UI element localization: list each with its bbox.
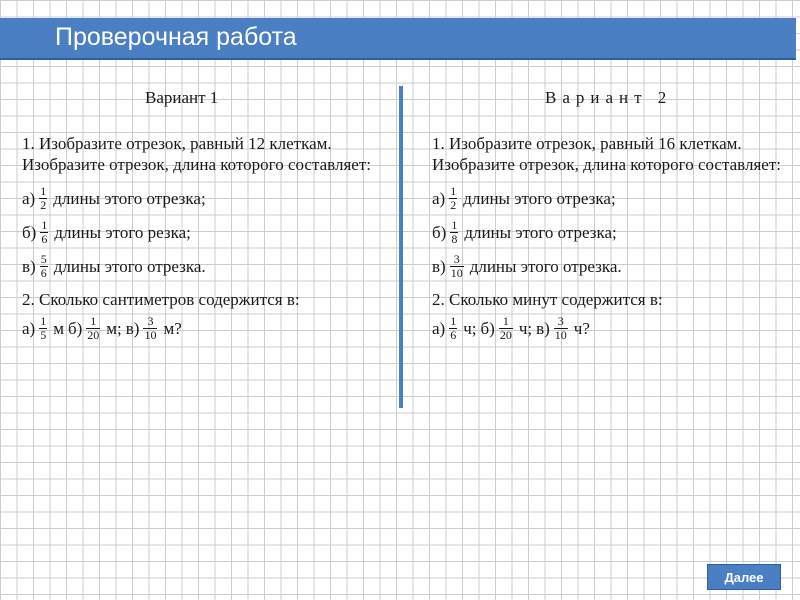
variant-1-heading: Вариант 1	[145, 88, 219, 107]
fraction	[450, 219, 458, 246]
fraction-numerator: 3	[453, 251, 460, 266]
fraction-numerator: 5	[40, 251, 47, 266]
fraction-denominator: 2	[450, 197, 457, 212]
variant-2-heading: Вариант 2	[545, 88, 673, 107]
fraction-numerator: 1	[502, 313, 509, 328]
variant-2-question-2-options	[432, 310, 792, 346]
variant-1-question-2-options	[22, 310, 382, 346]
fraction	[449, 315, 457, 342]
item-text: длины этого отрезка.	[53, 256, 206, 276]
fraction	[39, 315, 47, 342]
option-unit: ч;	[518, 318, 533, 338]
fraction	[86, 315, 100, 342]
item-text: длины этого отрезка.	[469, 256, 622, 276]
fraction	[40, 253, 48, 280]
fraction	[499, 315, 513, 342]
item-text: длины этого отрезка;	[464, 222, 617, 242]
fraction	[40, 219, 48, 246]
variant-1-question-2: 2. Сколько сантиметров содержится в:	[22, 290, 300, 309]
item-prefix: а)	[432, 188, 446, 208]
column-divider	[399, 86, 403, 408]
fraction-denominator: 6	[450, 327, 457, 342]
fraction-numerator: 3	[557, 313, 564, 328]
page-title: Проверочная работа	[55, 23, 297, 51]
fraction-denominator: 6	[40, 265, 47, 280]
fraction	[143, 315, 157, 342]
option-prefix: а)	[22, 318, 36, 338]
fraction	[39, 185, 47, 212]
item-prefix: в)	[22, 256, 36, 276]
option-prefix: в)	[125, 318, 140, 338]
fraction-denominator: 10	[144, 327, 157, 342]
variant-2-item-b	[432, 215, 792, 249]
fraction-denominator: 5	[40, 327, 47, 342]
fraction-denominator: 20	[87, 327, 100, 342]
next-button[interactable]: Далее	[707, 564, 781, 590]
fraction	[449, 185, 457, 212]
fraction-numerator: 1	[451, 217, 458, 232]
item-prefix: б)	[22, 222, 37, 242]
variant-1-item-b	[22, 215, 382, 249]
fraction	[554, 315, 568, 342]
variant-2-item-a	[432, 181, 792, 215]
fraction-numerator: 1	[450, 183, 457, 198]
option-prefix: б)	[67, 318, 83, 338]
option-prefix: в)	[536, 318, 550, 338]
fraction-denominator: 8	[451, 231, 458, 246]
item-text: длины этого отрезка;	[53, 188, 206, 208]
variant-2-item-c	[432, 249, 792, 283]
variant-2-question-1: 1. Изобразите отрезок, равный 16 клеткам. Изобразите отрезок, длина которого составляет:	[432, 134, 781, 174]
option-unit: м?	[163, 318, 182, 338]
variant-2-column	[432, 133, 792, 346]
variant-1-item-c	[22, 249, 382, 283]
fraction-numerator: 1	[40, 183, 47, 198]
option-unit: ч;	[463, 318, 477, 338]
fraction-numerator: 1	[40, 313, 47, 328]
fraction-denominator: 10	[554, 327, 567, 342]
fraction-denominator: 6	[41, 231, 48, 246]
fraction	[450, 253, 464, 280]
option-unit: м;	[106, 318, 122, 338]
fraction-denominator: 2	[40, 197, 47, 212]
fraction-numerator: 1	[90, 313, 97, 328]
fraction-denominator: 10	[450, 265, 463, 280]
item-text: длины этого отрезка;	[463, 188, 616, 208]
fraction-numerator: 1	[41, 217, 48, 232]
option-prefix: а)	[432, 318, 446, 338]
variant-2-question-2: 2. Сколько минут содержится в:	[432, 290, 663, 309]
variant-1-question-1: 1. Изобразите отрезок, равный 12 клеткам. Изобразите отрезок, длина которого составляет:	[22, 134, 371, 174]
fraction-numerator: 3	[147, 313, 154, 328]
option-unit: ч?	[573, 318, 590, 338]
fraction-numerator: 1	[450, 313, 457, 328]
item-prefix: б)	[432, 222, 447, 242]
item-text: длины этого резка;	[54, 222, 191, 242]
item-prefix: в)	[432, 256, 446, 276]
item-prefix: а)	[22, 188, 36, 208]
variant-1-item-a	[22, 181, 382, 215]
option-unit: м	[53, 318, 64, 338]
option-prefix: б)	[480, 318, 495, 338]
fraction-denominator: 20	[499, 327, 512, 342]
variant-1-column	[22, 133, 382, 346]
title-bar	[0, 18, 796, 60]
